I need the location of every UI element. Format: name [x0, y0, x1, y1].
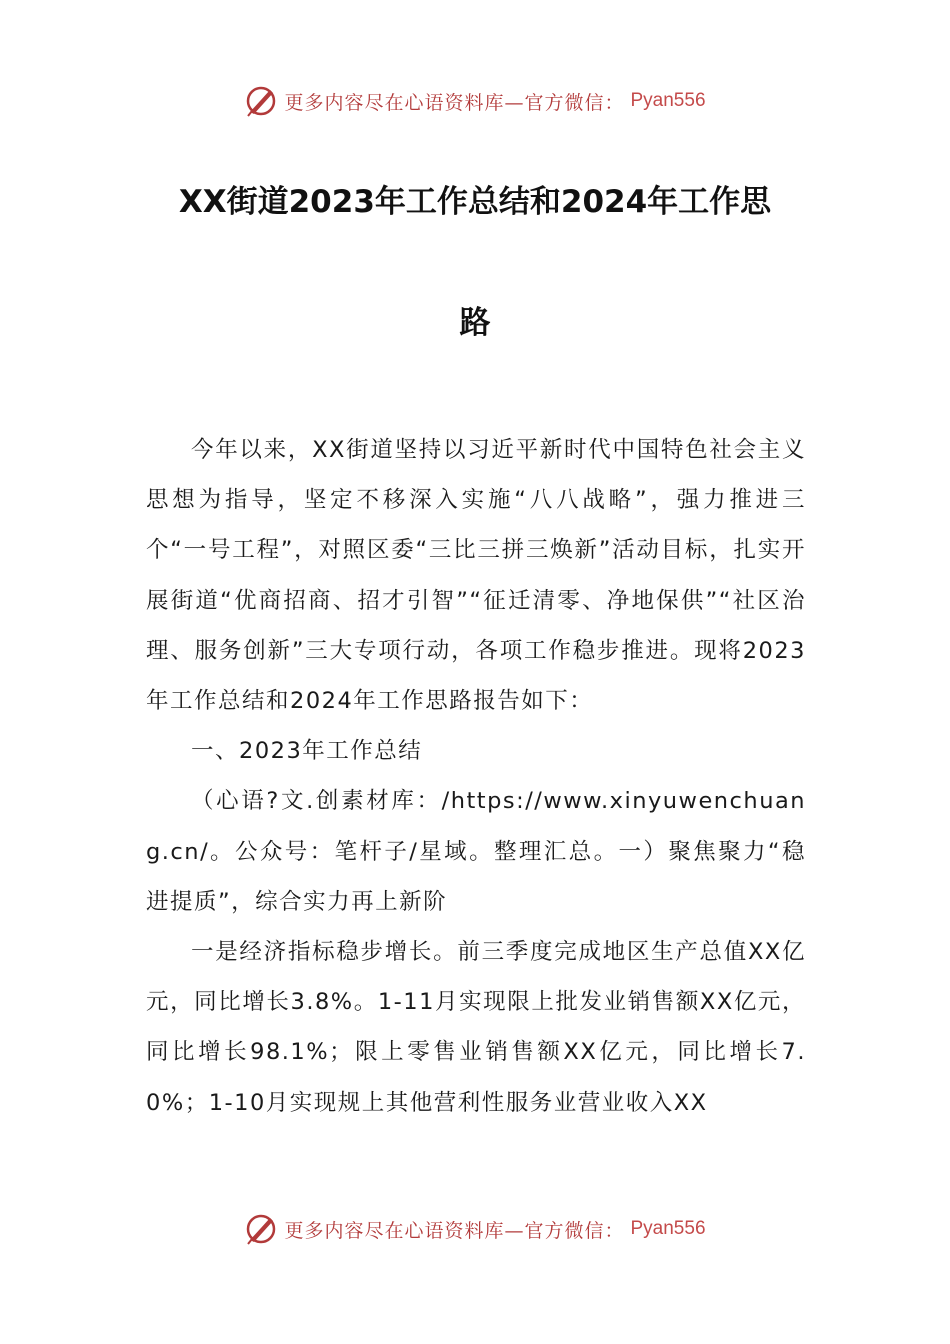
document-title-line1: XX街道2023年工作总结和2024年工作思: [178, 184, 772, 220]
paragraph-economy: 一是经济指标稳步增长。前三季度完成地区生产总值XX亿元，同比增长3.8%。1-11月实现限上批发业销售额XX亿元，同比增长98.1%；限上零售业销售额XX亿元，同比增长7.0%；1-10月实现规上其他营利性服务业营业收入XX: [146, 939, 806, 1116]
watermark-wechat-id: Pyan556: [630, 1218, 706, 1239]
paragraph-subheading: （心语?文.创素材库：/https://www.xinyuwenchuang.cn/。公众号：笔杆子/星域。整理汇总。一）聚焦聚力“稳进提质”，综合实力再上新阶: [146, 788, 806, 915]
watermark-text: 更多内容尽在心语资料库—官方微信：: [284, 1219, 625, 1242]
watermark-header: [0, 84, 950, 118]
document-body: [146, 425, 806, 1128]
quill-logo-icon: [244, 84, 278, 118]
watermark-wechat-id: Pyan556: [630, 90, 706, 111]
watermark-text: 更多内容尽在心语资料库—官方微信：: [284, 91, 625, 114]
document-title-line2: 路: [459, 305, 491, 341]
paragraph-intro: 今年以来，XX街道坚持以习近平新时代中国特色社会主义思想为指导，坚定不移深入实施“八八战略”，强力推进三个“一号工程”，对照区委“三比三拼三焕新”活动目标，扎实开展街道“优商招商、招才引智”“征迁清零、净地保供”“社区治理、服务创新”三大专项行动，各项工作稳步推进。现将2023年工作总结和2024年工作思路报告如下：: [146, 437, 806, 715]
watermark-footer: [0, 1212, 950, 1246]
quill-logo-icon: [244, 1212, 278, 1246]
section-heading: 一、2023年工作总结: [191, 738, 423, 765]
